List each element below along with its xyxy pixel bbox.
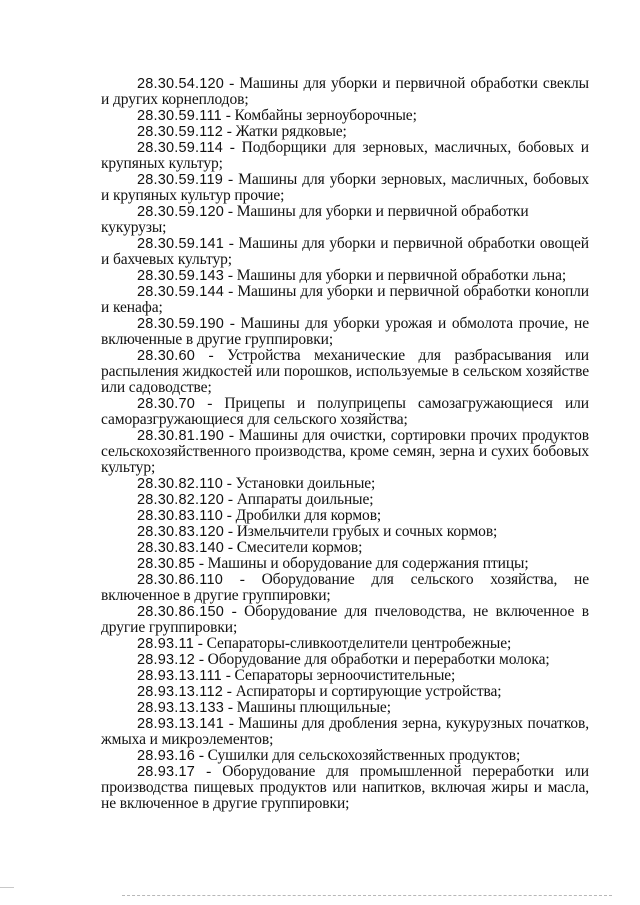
item-text: - Машины для уборки и первичной обработки льна;	[224, 267, 567, 284]
item-text: - Машины для уборки и первичной обработки овощей и бахчевых культур;	[101, 235, 589, 268]
item-code: 28.30.59.190	[137, 316, 225, 332]
item-text: - Устройства механические для разбрасывания или распыления жидкостей или порошков, используемые в сельском хозяйстве или садоводстве;	[101, 347, 589, 396]
list-item	[101, 556, 589, 572]
item-text: - Оборудование для пчеловодства, не включенное в другие группировки;	[101, 603, 589, 636]
item-code: 28.93.13.112	[137, 684, 223, 700]
list-item	[101, 172, 589, 204]
item-code: 28.30.86.110	[137, 572, 223, 588]
list-item	[101, 700, 589, 716]
list-item	[101, 236, 589, 268]
item-text: - Машины и оборудование для содержания птицы;	[195, 555, 529, 572]
list-item	[101, 540, 589, 556]
item-code: 28.30.60	[137, 348, 196, 364]
list-item	[101, 108, 589, 124]
item-code: 28.93.16	[137, 748, 196, 764]
item-code: 28.30.86.150	[137, 604, 225, 620]
item-code: 28.93.11	[137, 636, 194, 652]
item-text: - Комбайны зерноуборочные;	[221, 107, 417, 124]
list-item	[101, 716, 589, 748]
list-item	[101, 204, 589, 236]
list-item	[101, 652, 589, 668]
item-code: 28.93.13.133	[137, 700, 225, 716]
item-code: 28.30.82.120	[137, 492, 225, 508]
item-code: 28.30.59.120	[137, 204, 225, 220]
list-item	[101, 76, 589, 108]
item-text: - Машины для уборки и первичной обработки конопли и кенафа;	[101, 283, 589, 316]
item-code: 28.30.59.114	[137, 140, 223, 156]
list-item	[101, 396, 589, 428]
item-text: - Машины для уборки и первичной обработки кукурузы;	[101, 203, 529, 236]
item-code: 28.30.83.110	[137, 508, 223, 524]
item-code: 28.30.54.120	[137, 76, 225, 92]
list-item	[101, 636, 589, 652]
item-text: - Установки доильные;	[223, 475, 376, 492]
item-text: - Аспираторы и сортирующие устройства;	[223, 683, 502, 700]
list-item	[101, 684, 589, 700]
document-page	[101, 76, 589, 812]
list-item	[101, 476, 589, 492]
item-code: 28.30.59.119	[137, 172, 223, 188]
item-text: - Сепараторы-сливкоотделители центробежные;	[193, 635, 512, 652]
list-item	[101, 348, 589, 396]
item-code: 28.30.83.120	[137, 524, 225, 540]
item-text: - Измельчители грубых и сочных кормов;	[224, 523, 498, 540]
list-item	[101, 316, 589, 348]
item-text: - Жатки рядковые;	[223, 123, 347, 140]
list-item	[101, 572, 589, 604]
item-code: 28.30.59.141	[137, 236, 225, 252]
item-text: - Аппараты доильные;	[224, 491, 374, 508]
item-text: - Прицепы и полуприцепы самозагружающиеся или саморазгружающиеся для сельского хозяйства;	[101, 395, 589, 428]
list-item	[101, 508, 589, 524]
item-text: - Оборудование для сельского хозяйства, не включенное в другие группировки;	[101, 571, 589, 604]
item-text: - Оборудование для промышленной переработки или производства пищевых продуктов или напитков, включая жиры и масла, не включенное в другие группировки;	[101, 763, 589, 812]
item-code: 28.93.13.141	[137, 716, 225, 732]
item-text: - Сушилки для сельскохозяйственных продуктов;	[195, 747, 521, 764]
item-code: 28.30.70	[137, 396, 196, 412]
item-text: - Сепараторы зерноочистительные;	[221, 667, 456, 684]
list-item	[101, 124, 589, 140]
item-code: 28.93.12	[137, 652, 196, 668]
item-code: 28.30.59.143	[137, 268, 225, 284]
list-item	[101, 604, 589, 636]
list-item	[101, 668, 589, 684]
item-text: - Машины для уборки урожая и обмолота прочие, не включенные в другие группировки;	[101, 315, 589, 348]
list-item	[101, 524, 589, 540]
list-item	[101, 492, 589, 508]
item-code: 28.30.83.140	[137, 540, 225, 556]
item-text: - Машины для уборки и первичной обработки свеклы и других корнеплодов;	[101, 75, 589, 108]
list-item	[101, 748, 589, 764]
item-code: 28.93.13.111	[137, 668, 222, 684]
list-item	[101, 284, 589, 316]
item-text: - Машины для уборки зерновых, масличных, бобовых и крупяных культур прочие;	[101, 171, 589, 204]
item-text: - Машины для очистки, сортировки прочих продуктов сельскохозяйственного производства, кроме семян, зерна и сухих бобовых культур;	[101, 427, 589, 476]
item-text: - Машины плющильные;	[224, 699, 391, 716]
list-item	[101, 764, 589, 812]
item-code: 28.30.59.111	[137, 108, 222, 124]
item-code: 28.30.81.190	[137, 428, 225, 444]
list-item	[101, 268, 589, 284]
item-code: 28.30.59.144	[137, 284, 225, 300]
item-code: 28.30.59.112	[137, 124, 223, 140]
item-text: - Машины для дробления зерна, кукурузных початков, жмыха и микроэлементов;	[101, 715, 589, 748]
item-text: - Дробилки для кормов;	[223, 507, 382, 524]
item-code: 28.30.85	[137, 556, 196, 572]
list-item	[101, 428, 589, 476]
item-code: 28.93.17	[137, 764, 196, 780]
item-text: - Оборудование для обработки и переработки молока;	[195, 651, 550, 668]
item-text: - Подборщики для зерновых, масличных, бобовых и крупяных культур;	[101, 139, 589, 172]
scan-artifact	[0, 887, 14, 888]
item-code: 28.30.82.110	[137, 476, 223, 492]
list-item	[101, 140, 589, 172]
scan-edge-line	[122, 895, 612, 897]
item-text: - Смесители кормов;	[224, 539, 363, 556]
